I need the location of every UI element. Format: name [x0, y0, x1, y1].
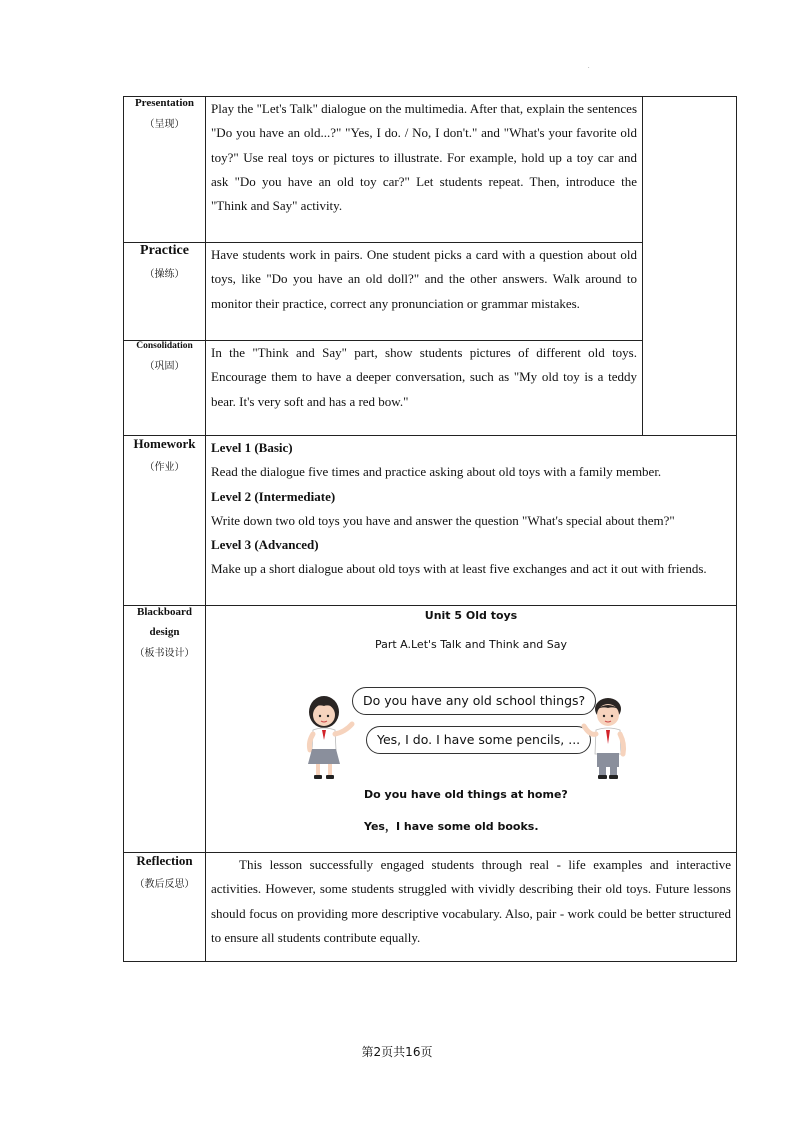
- presentation-label-cn: （呈现）: [144, 119, 185, 130]
- speech-bubble-answer: Yes, I do. I have some pencils, ...: [366, 726, 591, 754]
- practice-label-cn: （操练）: [144, 269, 185, 280]
- homework-level1-title: Level 1 (Basic): [211, 440, 293, 455]
- reflection-label: Reflection: [136, 853, 193, 868]
- blackboard-title: Unit 5 Old toys: [424, 609, 518, 622]
- presentation-text: Play the "Let's Talk" dialogue on the multimedia. After that, explain the sentences "Do you have an old...?" "Yes, I do. / No, I don't." and "What's your favorite old toy?" Use real toys or pictures to illustrate. For example, hold up a toy car and ask "Do you have an old toy car?" Let students repeat. Then, introduce the "Think and Say" activity.: [211, 101, 637, 214]
- consolidation-label-cell: [124, 341, 206, 436]
- practice-label-cell: [124, 243, 206, 341]
- reflection-text: This lesson successfully engaged students through real - life examples and interactive activities. However, some students struggled with vividly describing their old toys. Future lessons should focus on providing more descriptive vocabulary. Also, pair - work could be better structured to ensure all students contribute equally.: [211, 857, 731, 945]
- blackboard-label: Blackboard: [136, 606, 192, 618]
- blackboard-label-cell: [124, 606, 206, 853]
- homework-text: [206, 436, 736, 582]
- practice-label: Practice: [140, 243, 189, 258]
- girl-illustration: [298, 694, 356, 780]
- page-number: 第2页共16页: [361, 1045, 433, 1059]
- homework-label-cell: [124, 436, 206, 606]
- presentation-label-cell: [124, 97, 206, 243]
- homework-row: [124, 436, 737, 606]
- presentation-content-cell: [206, 97, 643, 243]
- reflection-label-cn: （教后反思）: [134, 879, 195, 890]
- boy-illustration: [578, 694, 636, 780]
- blackboard-row: [124, 606, 737, 853]
- practice-text: Have students work in pairs. One student picks a card with a question about old toys, like "Do you have an old doll?" and the other answers. Walk around to monitor their practice, correct any pronunciation or grammar mistakes.: [211, 247, 637, 311]
- homework-level3-title: Level 3 (Advanced): [211, 537, 319, 553]
- page-footer: [0, 1043, 794, 1060]
- speech-bubble-question: Do you have any old school things?: [352, 687, 596, 715]
- lesson-plan-table: [123, 96, 737, 962]
- blackboard-subtitle: Part A.Let's Talk and Think and Say: [374, 638, 568, 651]
- presentation-row: [124, 97, 737, 243]
- homework-level2-text: Write down two old toys you have and answer the question "What's special about them?": [211, 512, 675, 528]
- practice-content-cell: [206, 243, 643, 341]
- consolidation-label-cn: （巩固）: [144, 361, 185, 372]
- blackboard-answer: Yes，I have some old books.: [364, 820, 539, 833]
- consolidation-content-cell: [206, 341, 643, 436]
- presentation-label: Presentation: [134, 97, 195, 109]
- reflection-content-cell: [206, 853, 737, 962]
- homework-level1-text: Read the dialogue five times and practice asking about old toys with a family member.: [211, 464, 662, 480]
- reflection-row: [124, 853, 737, 962]
- homework-level2-title: Level 2 (Intermediate): [211, 488, 336, 504]
- homework-content-cell: [206, 436, 737, 606]
- blackboard-content-cell: [206, 606, 737, 853]
- homework-label-cn: （作业）: [144, 462, 185, 473]
- homework-label: Homework: [133, 436, 196, 451]
- blackboard-label-line2: design: [149, 626, 180, 638]
- reflection-label-cell: [124, 853, 206, 962]
- consolidation-text: In the "Think and Say" part, show students pictures of different old toys. Encourage them to have a deeper conversation, such as "My old toy is a teddy bear. It's very soft and has a red bow.": [211, 345, 637, 409]
- blackboard-design: [206, 606, 736, 852]
- consolidation-label: Consolidation: [136, 341, 193, 351]
- page-marker: .: [588, 64, 590, 70]
- homework-level3-text: Make up a short dialogue about old toys with at least five exchanges and act it out with friends.: [211, 561, 707, 577]
- notes-cell: [643, 97, 737, 436]
- blackboard-label-cn: （板书设计）: [134, 648, 195, 659]
- blackboard-question: Do you have old things at home?: [364, 788, 568, 801]
